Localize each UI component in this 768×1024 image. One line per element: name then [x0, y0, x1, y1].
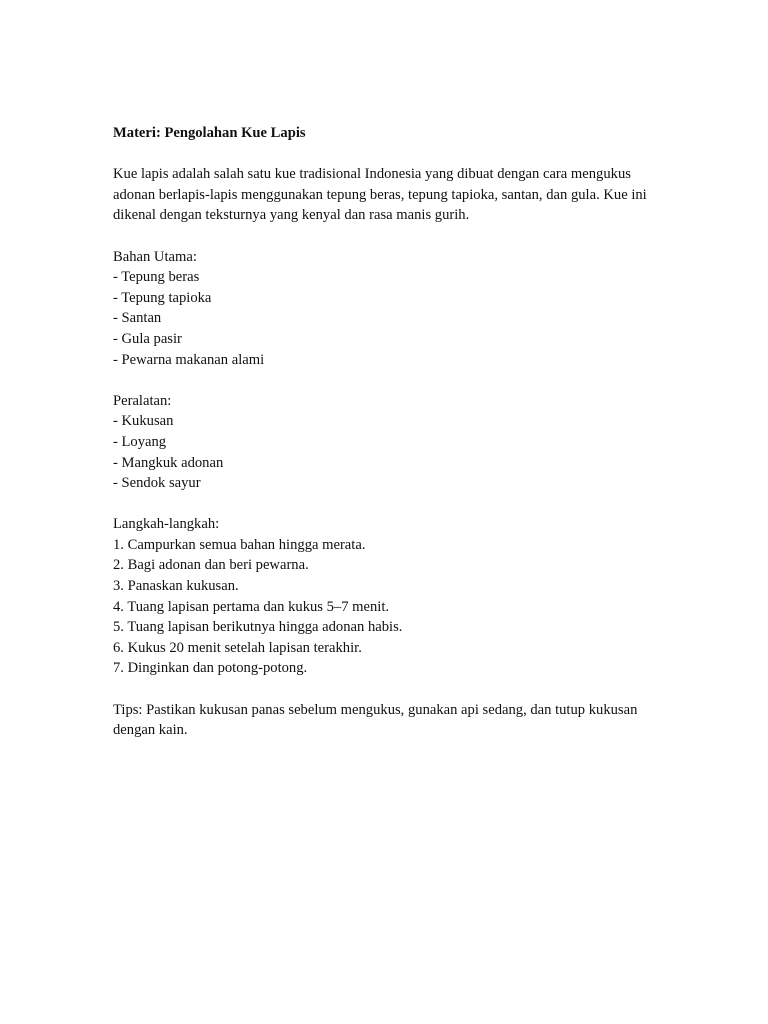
- bahan-item: - Gula pasir: [113, 330, 182, 347]
- document-body: [113, 123, 661, 741]
- spacer: [113, 226, 661, 247]
- bahan-item: - Tepung tapioka: [113, 289, 212, 306]
- document-title: Materi: Pengolahan Kue Lapis: [113, 125, 306, 141]
- bahan-item: - Pewarna makanan alami: [113, 351, 265, 368]
- langkah-item: 6. Kukus 20 menit setelah lapisan terakhir.: [113, 639, 362, 656]
- langkah-item: 5. Tuang lapisan berikutnya hingga adonan habis.: [113, 619, 403, 636]
- langkah-item: 7. Dinginkan dan potong-potong.: [113, 660, 308, 677]
- peralatan-item: - Kukusan: [113, 413, 174, 430]
- spacer: [113, 679, 661, 700]
- langkah-item: 3. Panaskan kukusan.: [113, 578, 239, 595]
- spacer: [113, 370, 661, 391]
- bahan-item: - Tepung beras: [113, 269, 200, 286]
- intro-paragraph: Kue lapis adalah salah satu kue tradisional Indonesia yang dibuat dengan cara mengukus adonan berlapis-lapis menggunakan tepung beras, tepung tapioka, santan, dan gula. Kue ini dikenal dengan teksturnya yang kenyal dan rasa manis gurih.: [113, 166, 647, 224]
- langkah-item: 4. Tuang lapisan pertama dan kukus 5–7 menit.: [113, 598, 390, 615]
- langkah-item: 2. Bagi adonan dan beri pewarna.: [113, 557, 309, 574]
- spacer: [113, 494, 661, 515]
- peralatan-item: - Mangkuk adonan: [113, 454, 224, 471]
- peralatan-section: [113, 391, 661, 494]
- bahan-heading: Bahan Utama:: [113, 248, 197, 265]
- langkah-section: [113, 514, 661, 679]
- spacer: [113, 144, 661, 165]
- bahan-item: - Santan: [113, 310, 162, 327]
- langkah-item: 1. Campurkan semua bahan hingga merata.: [113, 536, 366, 553]
- peralatan-item: - Loyang: [113, 433, 167, 450]
- peralatan-item: - Sendok sayur: [113, 475, 201, 492]
- peralatan-heading: Peralatan:: [113, 392, 172, 409]
- bahan-section: [113, 247, 661, 371]
- langkah-heading: Langkah-langkah:: [113, 516, 220, 533]
- tips-paragraph: Tips: Pastikan kukusan panas sebelum mengukus, gunakan api sedang, dan tutup kukusan dengan kain.: [113, 701, 638, 739]
